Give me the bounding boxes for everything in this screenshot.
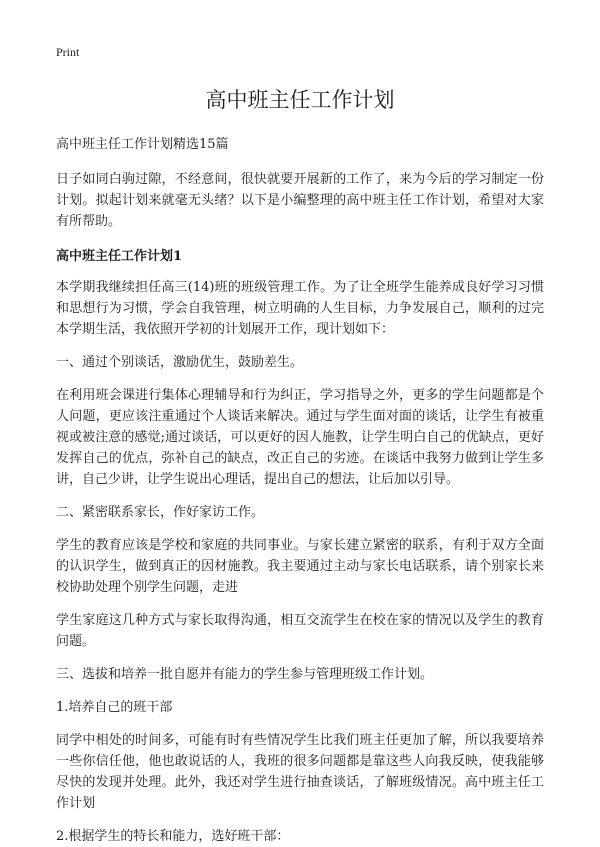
sub-body-1: 同学中相处的时间多，可能有时有些情况学生比我们班主任更加了解，所以我要培养一些你信任他，他也敢说话的人，我班的很多问题都是靠这些人向我反映，使我能够尽快的发现并处理。此外，我还对学生进行抽查谈话，了解班级情况。高中班主任工作计划: [56, 733, 544, 811]
item-body-2-continued: 学生家庭这几种方式与家长取得沟通，相互交流学生在校在家的情况以及学生的教育问题。: [56, 613, 544, 649]
document-subtitle: 高中班主任工作计划精选15篇: [56, 137, 229, 152]
item-heading-1: 一、通过个别谈话，激励优生，鼓励差生。: [56, 355, 304, 370]
section-intro-paragraph: 本学期我继续担任高三(14)班的班级管理工作。为了让全班学生能养成良好学习习惯和思想行为习惯，学会自我管理，树立明确的人生目标，力争发展自己，顺利的过完本学期生活，我依照开学初的计划展开工作，现计划如下：: [56, 280, 544, 337]
item-body-1: 在利用班会课进行集体心理辅导和行为纠正，学习指导之外，更多的学生问题都是个人问题，更应该注重通过个人谈话来解决。通过与学生面对面的谈话，让学生有被重视或被注意的感觉;通过谈话，可以更好的因人施教，让学生明白自己的优缺点，更好发挥自己的优点，弥补自己的缺点，改正自己的劣迹。在谈话中我努力做到让学生多讲，自己少讲，让学生说出心理话，提出自己的想法，让后加以引导。: [56, 388, 544, 487]
item-body-2: 学生的教育应该是学校和家庭的共同事业。与家长建立紧密的联系，有利于双方全面的认识学生，做到真正的因材施教。我主要通过主动与家长电话联系，请个别家长来校协助处理个别学生问题，走进: [56, 538, 544, 595]
sub-heading-1: 1.培养自己的班干部: [56, 700, 173, 715]
section-heading: 高中班主任工作计划1: [56, 249, 183, 264]
sub-heading-2: 2.根据学生的特长和能力，选好班干部：: [56, 829, 290, 844]
print-label: Print: [56, 45, 80, 59]
document-title: 高中班主任工作计划: [205, 88, 395, 112]
intro-paragraph: 日子如同白驹过隙，不经意间，很快就要开展新的工作了，来为今后的学习制定一份计划。拟起计划来就毫无头绪？以下是小编整理的高中班主任工作计划，希望对大家有所帮助。: [56, 172, 544, 229]
item-heading-3: 三、选拔和培养一批自愿并有能力的学生参与管理班级工作计划。: [56, 667, 434, 682]
item-heading-2: 二、紧密联系家长，作好家访工作。: [56, 505, 265, 520]
